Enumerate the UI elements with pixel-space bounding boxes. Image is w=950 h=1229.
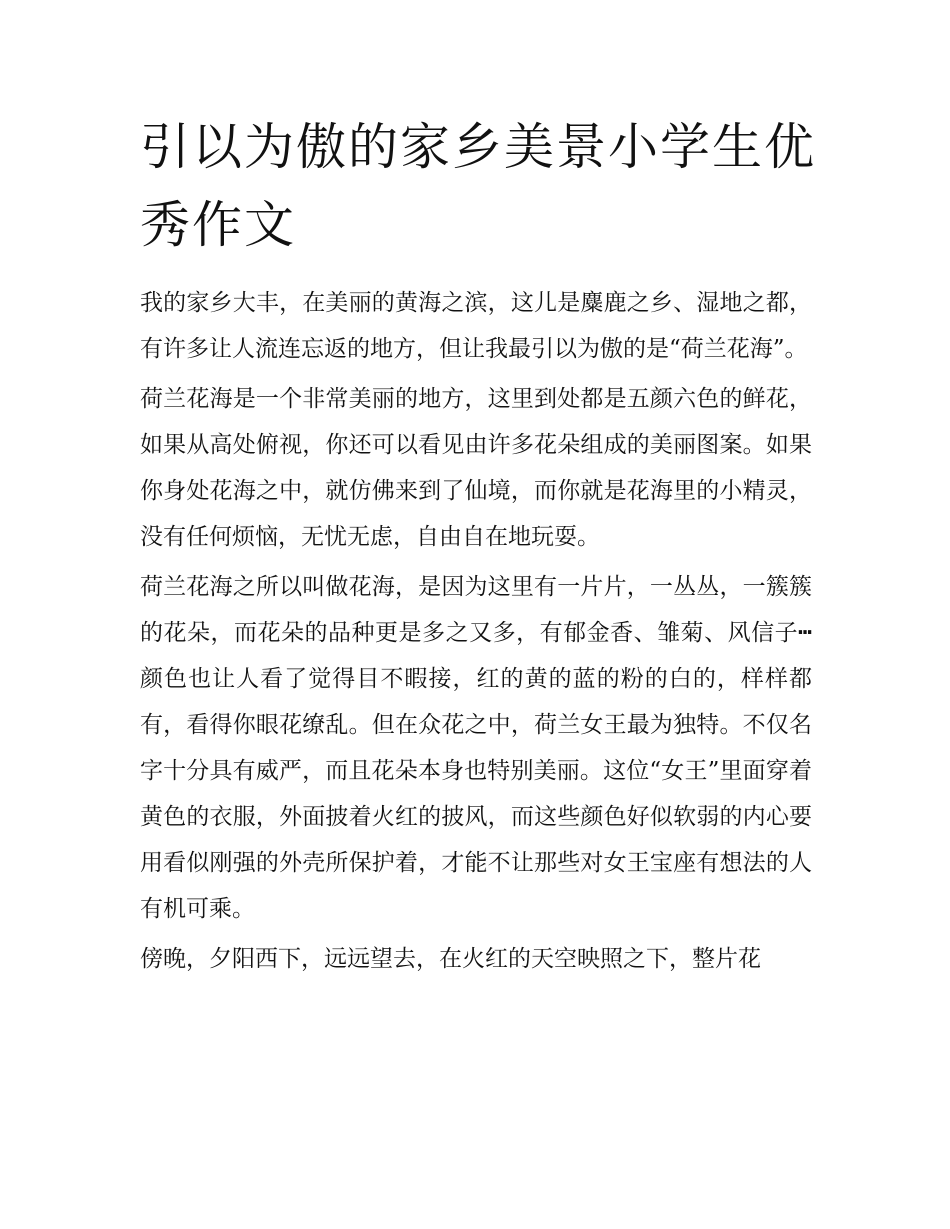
document-title: 引以为傲的家乡美景小学生优秀作文 (140, 118, 816, 254)
document-body (140, 280, 812, 986)
paragraph-1: 我的家乡大丰，在美丽的黄海之滨，这儿是麋鹿之乡、湿地之都，有许多让人流连忘返的地方，但让我最引以为傲的是“荷兰花海”。 (140, 290, 812, 362)
paragraph-2: 荷兰花海是一个非常美丽的地方，这里到处都是五颜六色的鲜花，如果从高处俯视，你还可以看见由许多花朵组成的美丽图案。如果你身处花海之中，就仿佛来到了仙境，而你就是花海里的小精灵，没有任何烦恼，无忧无虑，自由自在地玩耍。 (140, 386, 812, 550)
paragraph-3: 荷兰花海之所以叫做花海，是因为这里有一片片，一丛丛，一簇簇的花朵，而花朵的品种更是多之又多，有郁金香、雏菊、风信子┅颜色也让人看了觉得目不暇接，红的黄的蓝的粉的白的，样样都有，看得你眼花缭乱。但在众花之中，荷兰女王最为独特。不仅名字十分具有威严，而且花朵本身也特别美丽。这位“女王”里面穿着黄色的衣服，外面披着火红的披风，而这些颜色好似软弱的内心要用看似刚强的外壳所保护着，才能不让那些对女王宝座有想法的人有机可乘。 (140, 574, 812, 922)
paragraph-4: 傍晚，夕阳西下，远远望去，在火红的天空映照之下，整片花 (140, 946, 761, 972)
